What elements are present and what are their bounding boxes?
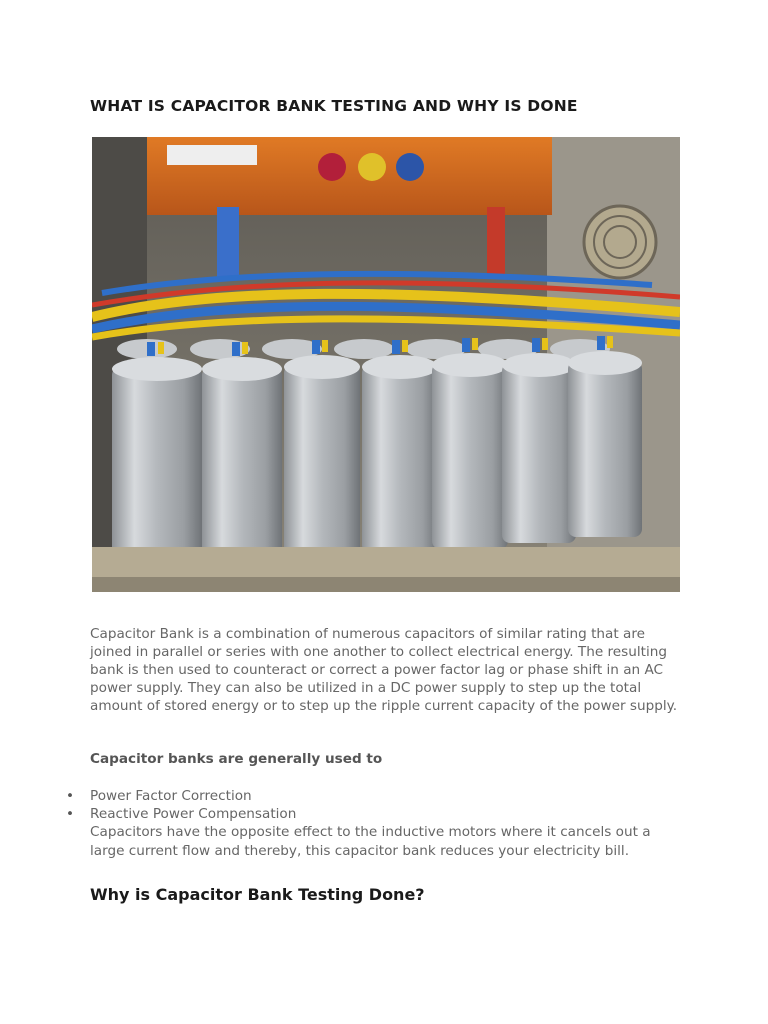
list-item-text: Reactive Power Compensation (90, 806, 297, 822)
intro-paragraph: Capacitor Bank is a combination of numerous capacitors of similar rating that are joined in parallel or series with one another to collect electrical energy. The resulting bank is then used to counteract or correct a power factor lag or phase shift in an AC power supply. They can also be utilized in a DC power supply to step up the total amount of stored energy or to step up the ripple current capacity of the power supply. (90, 626, 678, 714)
bullet-marker: • (66, 788, 75, 804)
list-item-text: Power Factor Correction (90, 788, 252, 804)
bullet-marker: • (66, 806, 75, 822)
article-title: WHAT IS CAPACITOR BANK TESTING AND WHY IS DONE (90, 97, 578, 115)
capacitor-bank-photo (92, 137, 680, 592)
list-item (0, 805, 768, 823)
uses-note: Capacitors have the opposite effect to the inductive motors where it cancels out a large current flow and thereby, this capacitor bank reduces your electricity bill. (90, 824, 651, 859)
list-item (0, 787, 768, 805)
uses-heading: Capacitor banks are generally used to (90, 751, 383, 767)
section-heading: Why is Capacitor Bank Testing Done? (90, 885, 425, 904)
uses-list (0, 787, 768, 823)
